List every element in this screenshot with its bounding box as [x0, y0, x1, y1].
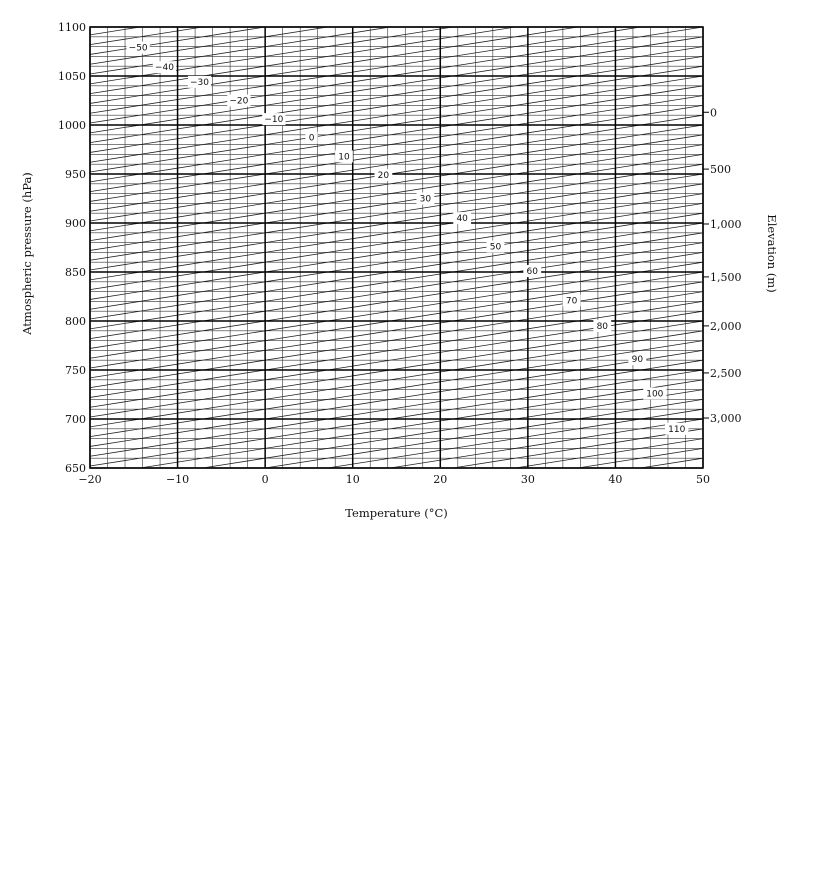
x-tick-labels: [78, 473, 710, 486]
diagonal-line: [90, 194, 703, 290]
diagonal-line: [90, 252, 703, 348]
line-label: −30: [189, 77, 209, 88]
diagonal-line: [90, 233, 703, 329]
diagonal-line: [90, 125, 703, 221]
diagonal-line: [90, 47, 703, 143]
line-label: 50: [489, 242, 502, 253]
line-label: −50: [128, 43, 148, 54]
diagonal-line: [90, 331, 703, 427]
y-tick-label: 1100: [58, 21, 86, 34]
diagonal-line: [90, 174, 703, 270]
line-label: 80: [596, 321, 609, 332]
line-label: 60: [526, 267, 538, 278]
y-tick-label: 750: [65, 364, 86, 377]
diagonal-line: [640, 458, 703, 468]
y-tick-label: 650: [65, 462, 86, 475]
x-tick-label: 0: [261, 473, 269, 486]
diagonal-line: [140, 380, 703, 468]
y2-axis-title: Elevation (m): [765, 214, 779, 293]
x-tick-label: 50: [696, 473, 710, 486]
diagonal-lines: [90, 27, 703, 468]
diagonal-line: [390, 419, 703, 468]
diagonal-line: [90, 27, 328, 64]
elevation-tick-label: 1,500: [710, 270, 742, 284]
y-axis-title: Atmospheric pressure (hPa): [20, 172, 34, 335]
y-tick-label: 1000: [58, 119, 86, 132]
line-label: 10: [338, 152, 350, 163]
diagonal-line: [265, 399, 703, 468]
line-label: −20: [229, 96, 249, 107]
diagonal-line: [90, 164, 703, 260]
y-tick-label: 700: [65, 413, 86, 426]
line-label: −40: [154, 63, 174, 74]
diagonal-line: [90, 341, 703, 437]
line-label: 70: [565, 296, 578, 307]
x-tick-label: 40: [608, 473, 623, 486]
y-tick-label: 800: [65, 315, 86, 328]
diagonal-line: [90, 27, 140, 35]
x-tick-label: 10: [345, 473, 360, 486]
diagonal-line: [90, 105, 703, 201]
line-label: 90: [631, 355, 644, 366]
diagonal-line: [90, 76, 703, 172]
diagonal-line: [90, 301, 703, 397]
diagonal-line: [90, 350, 703, 446]
diagonal-line: [90, 66, 703, 162]
diagonal-line: [515, 439, 703, 468]
diagonal-line: [90, 321, 703, 417]
diagonal-line: [90, 145, 703, 241]
diagonal-line: [90, 56, 703, 152]
y-tick-label: 850: [65, 266, 86, 279]
x-tick-label: 20: [433, 473, 448, 486]
line-label: 100: [646, 389, 664, 400]
x-tick-label: −20: [78, 473, 102, 486]
diagonal-line: [90, 135, 703, 231]
diagonal-line: [90, 292, 703, 388]
elevation-tick-label: 3,000: [710, 412, 742, 426]
line-label: 40: [456, 214, 468, 225]
diagonal-line: [90, 262, 703, 358]
elevation-tick-label: 1,000: [710, 217, 742, 231]
y-tick-labels: [58, 21, 86, 475]
y-tick-label: 1050: [58, 70, 86, 83]
diagonal-line: [90, 27, 703, 126]
diagonal-line: [90, 86, 703, 182]
x-tick-label: 30: [520, 473, 535, 486]
diagonal-line: [90, 213, 703, 309]
line-label: −10: [264, 115, 284, 126]
diagonal-line: [90, 360, 703, 456]
elevation-tick-labels: [703, 106, 742, 425]
x-tick-label: −10: [165, 473, 190, 486]
y-tick-label: 950: [65, 168, 86, 181]
diagonal-line: [90, 115, 703, 211]
x-axis-title: Temperature (°C): [345, 506, 448, 520]
diagonal-line: [90, 370, 703, 466]
y-tick-label: 900: [65, 217, 86, 230]
line-label: 20: [377, 170, 390, 181]
elevation-tick-label: 500: [710, 163, 731, 177]
diagonal-line: [90, 154, 703, 250]
diagonal-line: [90, 203, 703, 299]
elevation-tick-label: 0: [710, 106, 717, 120]
line-label: 30: [419, 194, 432, 205]
elevation-tick-label: 2,500: [710, 366, 742, 380]
diagonal-line: [90, 96, 703, 192]
line-label: 0: [308, 133, 315, 144]
diagonal-line: [90, 223, 703, 319]
elevation-tick-label: 2,000: [710, 319, 742, 333]
line-label: 110: [668, 424, 686, 435]
diagonal-line: [90, 37, 703, 133]
diagonal-line: [90, 184, 703, 280]
